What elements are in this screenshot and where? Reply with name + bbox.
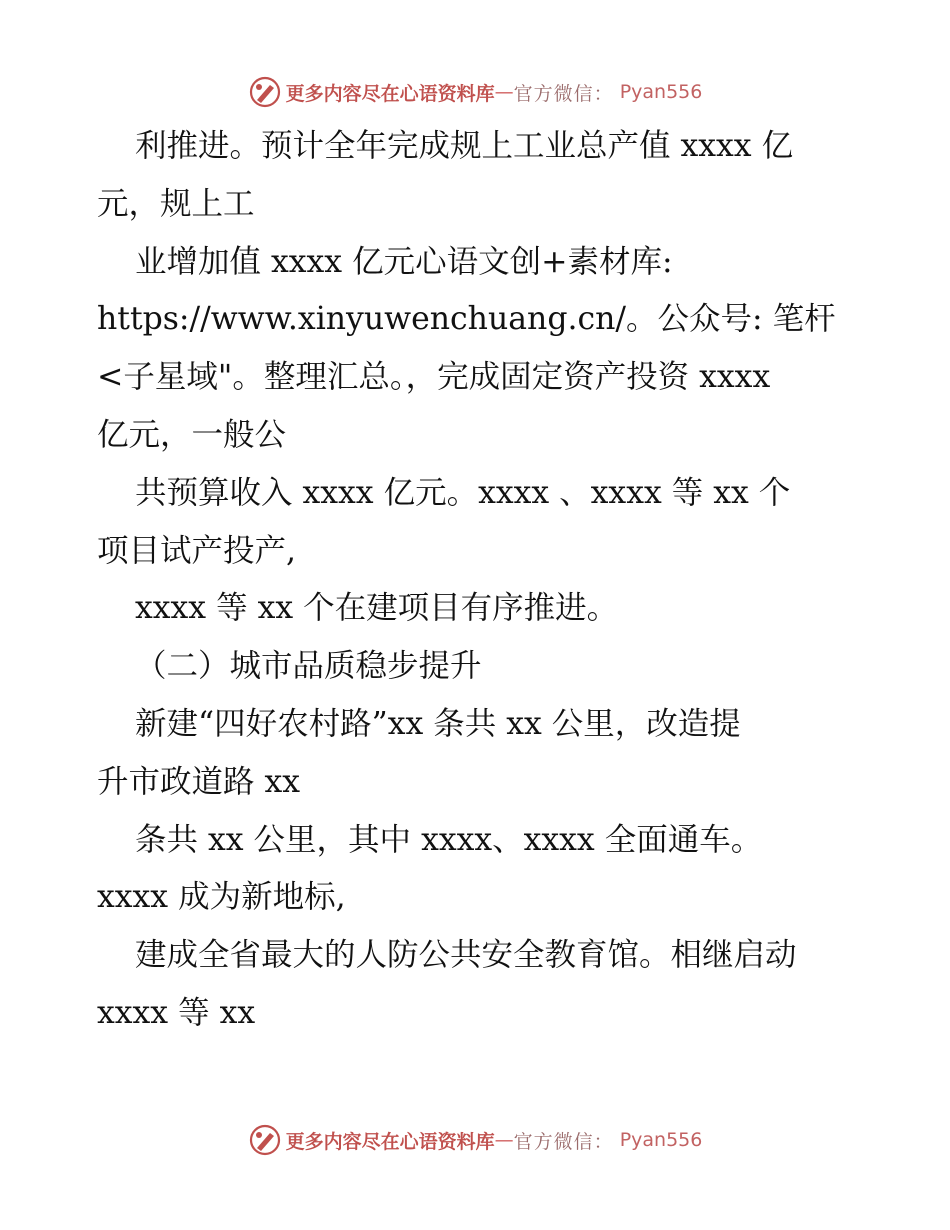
text-line: 共预算收入 xxxx 亿元。xxxx 、xxxx 等 xx 个 [135,474,791,511]
section-heading: （二）城市品质稳步提升 [135,648,482,685]
pen-logo-icon [248,1123,282,1157]
text-line: 亿元，一般公 [97,416,287,453]
text-line: xxxx 等 xx [97,994,256,1031]
text-line: 条共 xx 公里，其中 xxxx、xxxx 全面通车。 [135,821,763,858]
text-line: 项目试产投产, [97,532,297,569]
footer-watermark [0,1120,950,1160]
text-line: 业增加值 xxxx 亿元心语文创+素材库: [135,243,673,280]
header-watermark [0,72,950,112]
text-line: <子星域"。整理汇总。，完成固定资产投资 xxxx [97,359,771,396]
watermark-id: Pyan556 [619,1129,703,1151]
watermark-dash: — [494,1129,514,1151]
watermark-id: Pyan556 [619,81,703,103]
text-line: xxxx 成为新地标, [97,879,346,916]
document-body [97,118,857,1043]
text-line: 利推进。预计全年完成规上工业总产值 xxxx 亿 [135,128,794,164]
watermark-sub-text: 官方微信： [513,1130,614,1153]
text-line: 元，规上工 [97,185,255,222]
pen-logo-icon [248,75,282,109]
text-line: 新建“四好农村路”xx 条共 xx 公里，改造提 [135,705,741,742]
watermark-main-text: 更多内容尽在心语资料库 [285,82,495,105]
text-line: 建成全省最大的人防公共安全教育馆。相继启动 [135,937,797,974]
watermark-main-text: 更多内容尽在心语资料库 [285,1130,495,1153]
text-line: https://www.xinyuwenchuang.cn/。公众号: 笔杆 [97,301,836,338]
watermark-dash: — [494,81,514,103]
watermark-sub-text: 官方微信： [513,82,614,105]
text-line: 升市政道路 xx [97,763,301,800]
text-line: xxxx 等 xx 个在建项目有序推进。 [135,590,619,627]
